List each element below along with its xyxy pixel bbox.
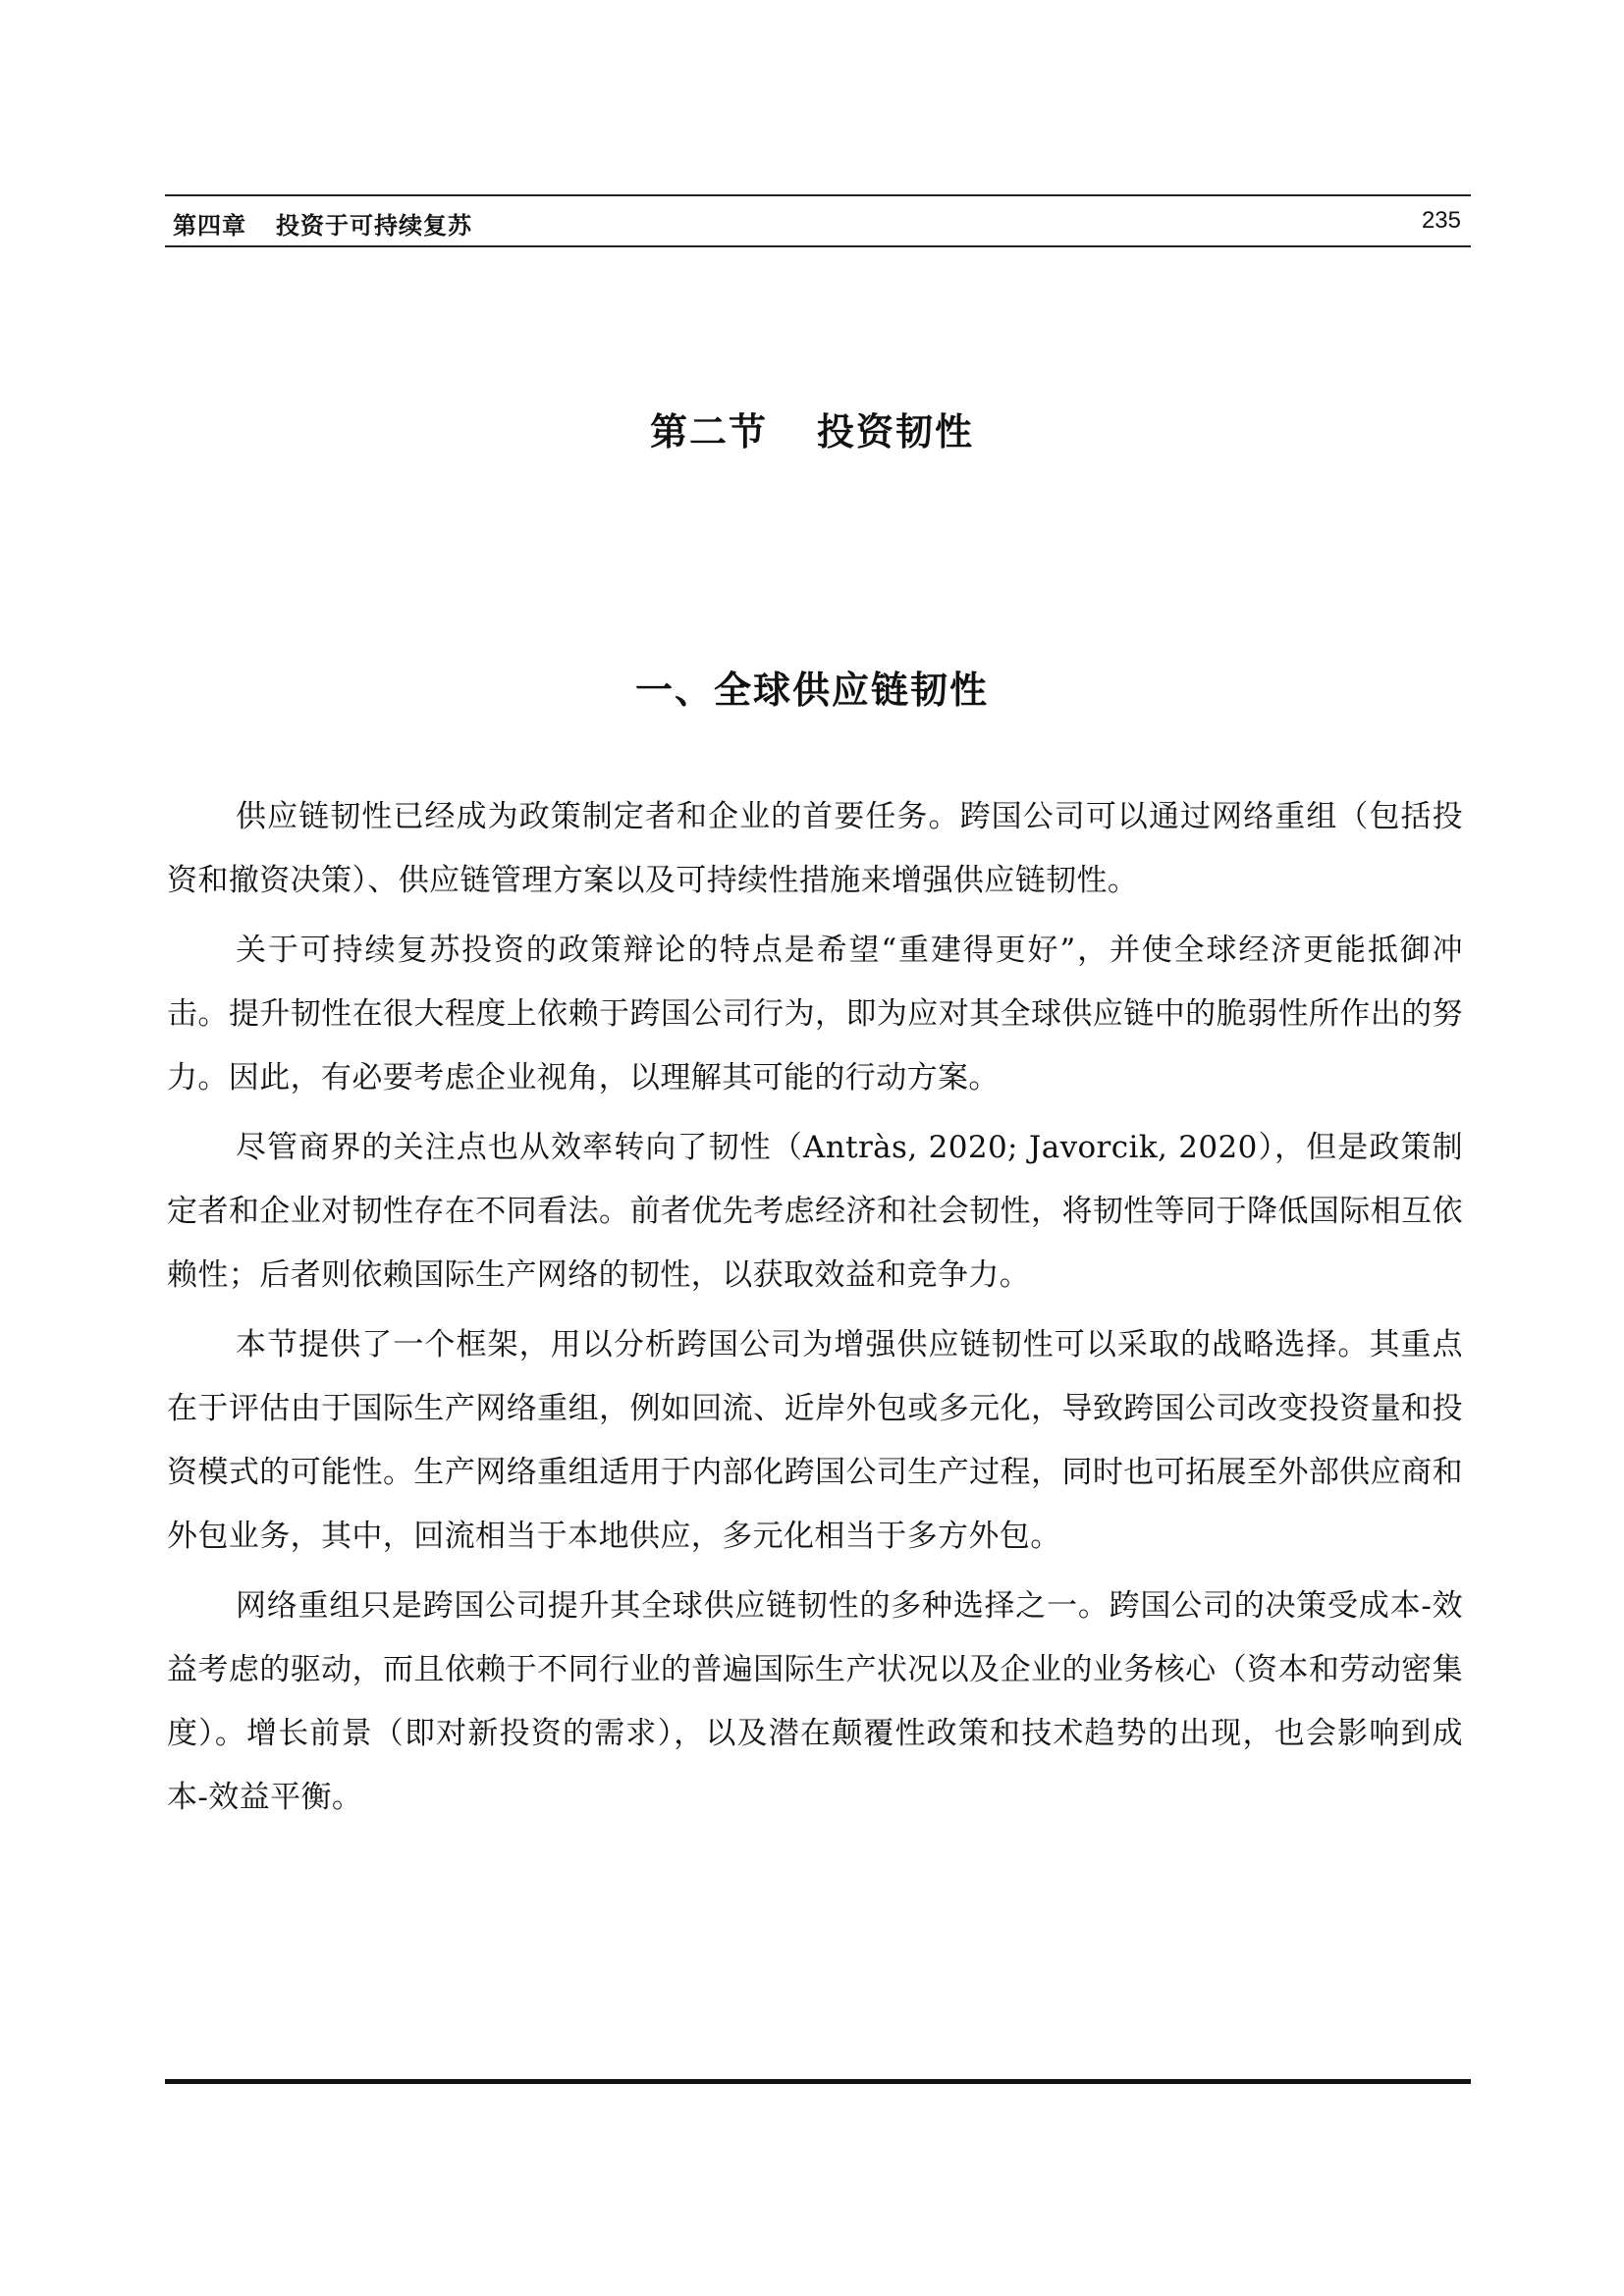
chapter-label: 第四章 [173,212,246,240]
chapter-title: 投资于可持续复苏 [276,212,472,240]
footer-rule [165,2079,1471,2084]
paragraph: 网络重组只是跨国公司提升其全球供应链韧性的多种选择之一。跨国公司的决策受成本-效益考虑的驱动，而且依赖于不同行业的普遍国际生产状况以及企业的业务核心（资本和劳动密集度）。增长前景（即对新投资的需求），以及潜在颠覆性政策和技术趋势的出现，也会影响到成本-效益平衡。 [167,1588,1463,1815]
chapter-heading [173,206,472,240]
running-header [165,194,1471,247]
subsection-title: 一、全球供应链韧性 [634,667,989,712]
body-text [167,785,1463,1830]
section-name: 投资韧性 [817,410,975,454]
section-number: 第二节 [649,410,768,454]
section-title [0,401,1624,455]
paragraph: 关于可持续复苏投资的政策辩论的特点是希望“重建得更好”，并使全球经济更能抵御冲击。提升韧性在很大程度上依赖于跨国公司行为，即为应对其全球供应链中的脆弱性所作出的努力。因此，有必要考虑企业视角，以理解其可能的行动方案。 [167,933,1463,1095]
paragraph: 供应链韧性已经成为政策制定者和企业的首要任务。跨国公司可以通过网络重组（包括投资和撤资决策）、供应链管理方案以及可持续性措施来增强供应链韧性。 [167,799,1463,898]
paragraph: 本节提供了一个框架，用以分析跨国公司为增强供应链韧性可以采取的战略选择。其重点在于评估由于国际生产网络重组，例如回流、近岸外包或多元化，导致跨国公司改变投资量和投资模式的可能性。生产网络重组适用于内部化跨国公司生产过程，同时也可拓展至外部供应商和外包业务，其中，回流相当于本地供应，多元化相当于多方外包。 [167,1327,1463,1554]
page-number: 235 [1421,207,1461,234]
paragraph: 尽管商界的关注点也从效率转向了韧性（Antràs, 2020; Javorcik, 2020），但是政策制定者和企业对韧性存在不同看法。前者优先考虑经济和社会韧性，将韧性等同于降低国际相互依赖性；后者则依赖国际生产网络的韧性，以获取效益和竞争力。 [167,1130,1463,1293]
